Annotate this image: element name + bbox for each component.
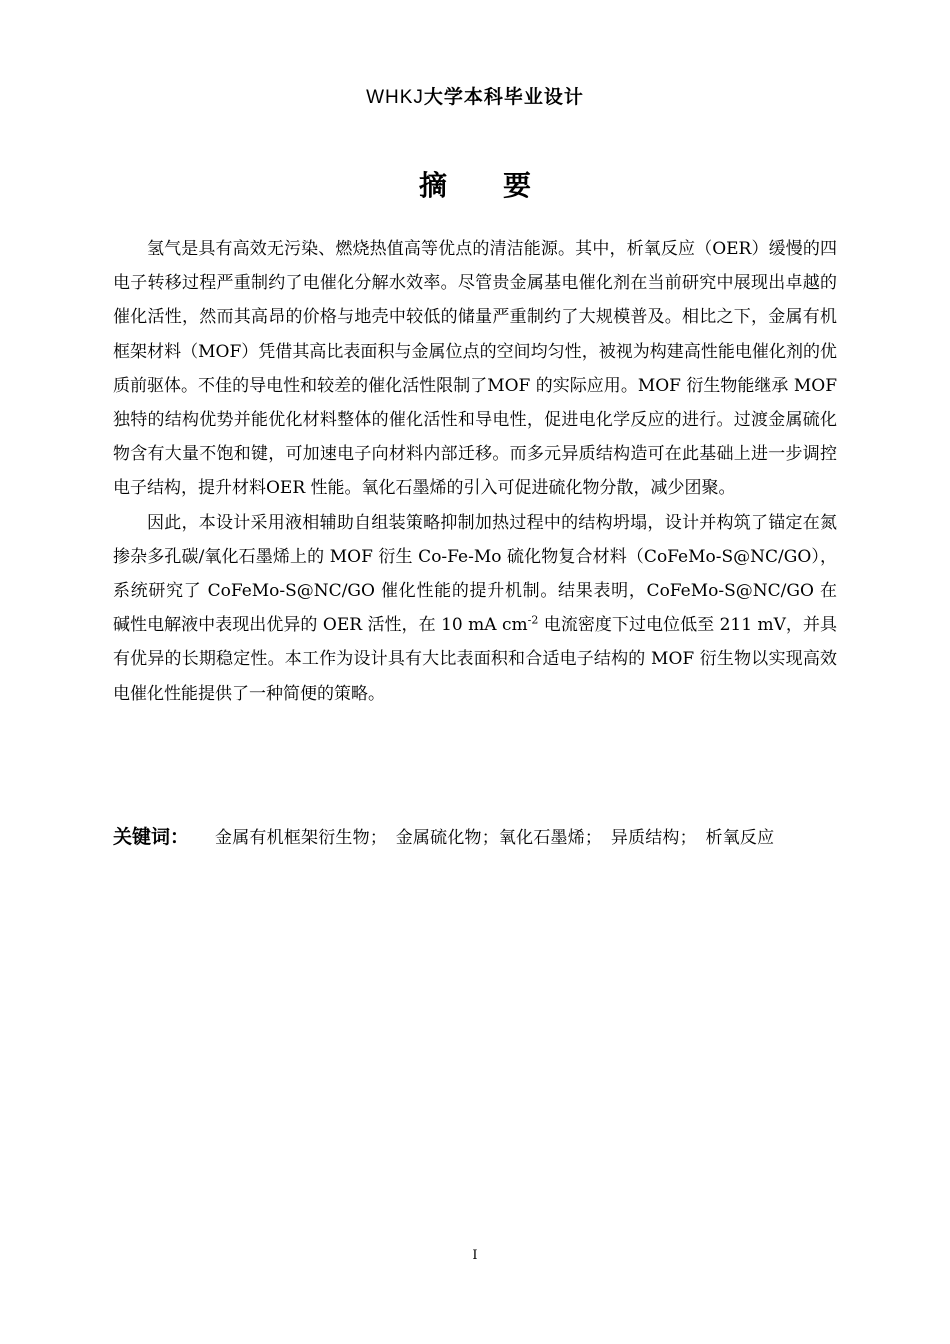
title-char-2: 要 (503, 169, 532, 202)
abstract-title (0, 164, 950, 204)
header-suffix: 大学本科毕业设计 (423, 86, 584, 108)
keywords-label: 关键词： (113, 826, 190, 848)
paragraph-2-text-b: 电流密度下过电位低至 211 mV，并具有优异的长期稳定性。本工作为设计具有大比表面积和合适电子结构的 MOF 衍生物以实现高效电催化性能提供了一种简便的策略。 (113, 615, 837, 704)
keywords-text: 金属有机框架衍生物； 金属硫化物；氧化石墨烯； 异质结构； 析氧反应 (215, 828, 775, 848)
title-char-1: 摘 (418, 169, 447, 202)
page-number: I (472, 1248, 478, 1263)
unit-superscript: -2 (527, 613, 539, 627)
header-prefix: WHKJ (366, 87, 424, 108)
abstract-paragraph-1: 氢气是具有高效无污染、燃烧热值高等优点的清洁能源。其中，析氧反应（OER）缓慢的四电子转移过程严重制约了电催化分解水效率。尽管贵金属基电催化剂在当前研究中展现出卓越的催化活性，然而其高昂的价格与地壳中较低的储量严重制约了大规模普及。相比之下，金属有机框架材料（MOF）凭借其高比表面积与金属位点的空间均匀性，被视为构建高性能电催化剂的优质前驱体。不佳的导电性和较差的催化活性限制了MOF 的实际应用。MOF 衍生物能继承 MOF 独特的结构优势并能优化材料整体的催化活性和导电性，促进电化学反应的进行。过渡金属硫化物含有大量不饱和键，可加速电子向材料内部迁移。而多元异质结构造可在此基础上进一步调控电子结构，提升材料OER 性能。氧化石墨烯的引入可促进硫化物分散，减少团聚。 (113, 239, 837, 499)
abstract-body (113, 232, 837, 711)
keywords-line (113, 820, 837, 855)
abstract-paragraph-2 (113, 506, 837, 711)
paragraph-2-text-a: 因此，本设计采用液相辅助自组装策略抑制加热过程中的结构坍塌，设计并构筑了锚定在氮掺杂多孔碳/氧化石墨烯上的 MOF 衍生 Co-Fe-Mo 硫化物复合材料（CoFeMo-S@NC/GO），系统研究了 CoFeMo-S@NC/GO 催化性能的提升机制。结果表明，CoFeMo-S@NC/GO 在碱性电解液中表现出优异的 OER 活性，在 10 mA cm (113, 512, 837, 636)
page-header (0, 82, 950, 109)
